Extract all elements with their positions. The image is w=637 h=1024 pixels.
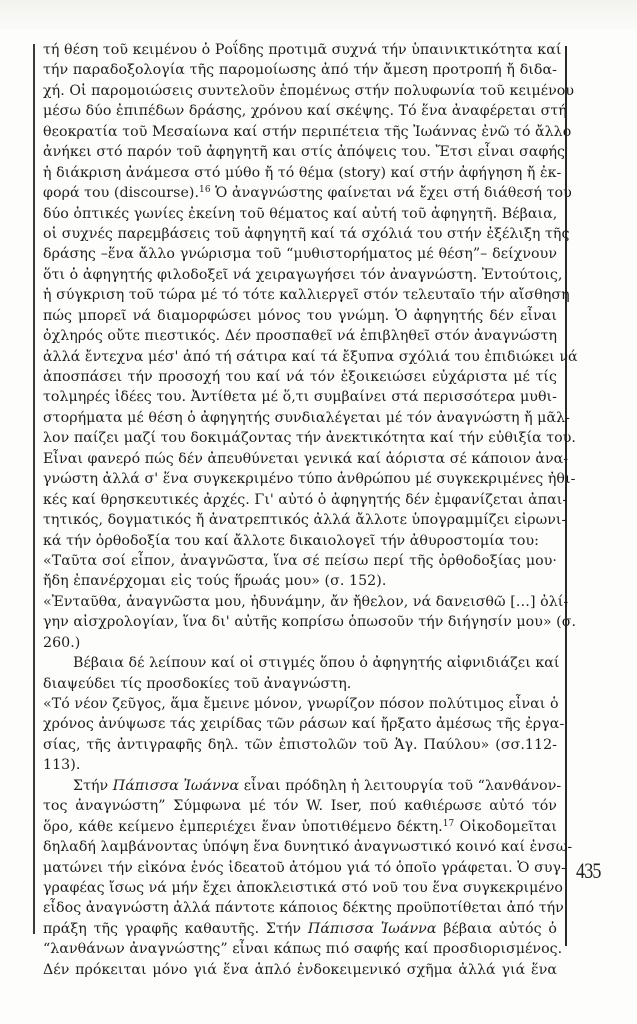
line-text: στορήματα μέ θέση ὁ ἀφηγητής συνδιαλέγεται μέ τόν ἀναγνώστη ἤ μᾶλ- <box>43 409 570 426</box>
line-text: ὅρο, κάθε κείμενο ἐμπεριέχει ἕναν ὑποτιθέμενο δέκτη. <box>43 818 443 835</box>
text-line <box>43 796 557 816</box>
line-text: γνώστη ἀλλά σ' ἕνα συγκεκριμένο τύπο ἀνθρώπου μέ συγκεκριμένες ἠθι- <box>43 471 576 488</box>
line-text: μέσω δύο ἐπιπέδων δράσης, χρόνου καί σκέψης. Τό ἕνα ἀναφέρεται στή <box>43 103 567 120</box>
text-line <box>43 285 570 305</box>
text-line <box>43 122 572 142</box>
left-margin-rule <box>33 44 35 934</box>
text-line <box>43 449 569 469</box>
line-text: τος ἀναγνώστη” Σύμφωνα μέ τόν W. Iser, πού καθιέρωσε αὐτό τόν <box>43 798 557 815</box>
line-text: ἀλλά ἔντεχνα μέσ' ἀπό τή σάτιρα καί τά ἔξυπνα σχόλιά του ἐπιδιώκει νά <box>43 348 578 365</box>
text-line <box>43 428 576 448</box>
line-text: χρόνος ἀνύψωσε τάς χειρίδας τῶν ράσων καί ἤρξατο ἀμέσως τῆς ἐργα- <box>43 716 565 733</box>
line-text: λον παίζει μαζί του δοκιμάζοντας τήν ἀνεκτικότητα καί τήν εὐθιξία του. <box>43 430 576 447</box>
line-text: διαψεύδει τίς προσδοκίες τοῦ ἀναγνώστη. <box>43 675 352 692</box>
text-line <box>43 244 557 264</box>
page-number: 435 <box>576 858 601 883</box>
text-line <box>43 817 557 837</box>
text-line <box>43 878 564 898</box>
line-text: τολμηρές ἰδέες του. Ἀντίθετα μέ ὅ,τι συμβαίνει στά περισσότερα μυθι- <box>43 389 557 406</box>
line-text: γραφέας ἴσως νά μήν ἔχει ἀποκλειστικά στό νοῦ του ἕνα συγκεκριμένο <box>43 879 564 896</box>
text-line <box>43 510 567 530</box>
italic-title: Πάπισσα Ἰωάννα <box>112 777 240 794</box>
text-line <box>43 40 562 60</box>
line-text: ὅτι ὁ ἀφηγητής φιλοδοξεῖ νά χειραγωγήσει τόν ἀναγνώστη. Ἐντούτοις, <box>43 266 563 283</box>
line-text: θεοκρατία τοῦ Μεσαίωνα καί στήν περιπέτεια τῆς Ἰωάννας ἐνῶ τό ἄλλο <box>43 123 572 140</box>
line-text: κές καί θρησκευτικές ἀρχές. Γι' αὐτό ὁ ἀφηγητής δέν ἐμφανίζεται ἀπαι- <box>43 491 568 508</box>
line-text: κά τήν ὀρθοδοξία του καί ἄλλοτε δικαιολογεῖ τήν ἀθυροστομία του: <box>43 532 539 549</box>
line-text: Βέβαια δέ λείπουν καί οἱ στιγμές ὅπου ὁ ἀφηγητής αἰφνιδιάζει καί <box>73 655 560 672</box>
line-text: φορά του (discourse). <box>43 185 200 202</box>
line-text: Οἰκοδομεῖται <box>454 818 557 835</box>
line-text: ἡ σύγκριση τοῦ τώρα μέ τό τότε καλλιεργεῖ στόν τελευταῖο τήν αἴσθηση <box>43 287 570 304</box>
text-line <box>43 469 576 489</box>
text-line <box>43 674 557 694</box>
footnote-marker: 17 <box>442 818 455 829</box>
line-text: ἡ διάκριση ἀνάμεσα στό μύθο ἤ τό θέμα (story) καί στήν ἀφήγηση ἤ ἐκ- <box>43 164 562 181</box>
text-line <box>43 694 557 714</box>
text-line <box>43 204 557 224</box>
text-line <box>43 653 560 673</box>
text-line <box>43 408 570 428</box>
line-text: δηλαδή λαμβάνοντας ὑπόψη ἕνα δυνητικό ἀναγνωστικό κοινό καί ἐνσω- <box>43 839 573 856</box>
text-line <box>43 387 557 407</box>
line-text: πώς μπορεῖ νά διαμορφώσει μόνος του γνώμη. Ὁ ἀφηγητής δέν εἶναι <box>43 307 557 324</box>
text-line <box>43 142 566 162</box>
text-line <box>43 347 578 367</box>
text-line <box>43 326 557 346</box>
line-text: “λανθάνων ἀναγνώστης” εἶναι κάπως πιό σαφής καί προσδιορισμένος. <box>43 941 563 958</box>
text-line <box>43 939 563 959</box>
text-line <box>43 490 568 510</box>
line-text: Εἶναι φανερό πώς δέν ἀπευθύνεται γενικά καί ἀόριστα σέ κάποιον ἀνα- <box>43 450 569 467</box>
line-text: Δέν πρόκειται μόνο γιά ἕνα ἁπλό ἐνδοκειμενικό σχῆμα ἀλλά γιά ἕνα <box>43 961 557 978</box>
text-line <box>43 531 557 551</box>
text-line <box>43 714 565 734</box>
text-line <box>43 551 557 571</box>
line-text: τητικός, δογματικός ἤ ἀνατρεπτικός ἀλλά ἄλλοτε ὑπογραμμίζει εἰρωνι- <box>43 512 567 529</box>
italic-title: Πάπισσα Ἰωάννα <box>307 920 437 937</box>
line-text: δύο ὀπτικές γωνίες ἐκείνη τοῦ θέματος καί αὐτή τοῦ ἀφηγητῆ. Βέβαια, <box>43 205 558 222</box>
line-text: γην αἰσχρολογίαν, ἵνα δι' αὐτῆς κοπρίσω ὁπωσοῦν τήν διήγησίν μου» (σ. <box>43 614 577 631</box>
text-line <box>43 858 566 878</box>
line-text: Στήν <box>73 777 113 794</box>
text-line <box>43 571 557 591</box>
line-text: εἶναι πρόδηλη ἡ λειτουργία τοῦ “λανθάνον- <box>239 777 562 794</box>
text-line <box>43 612 577 632</box>
line-text: ἤδη ἐπανέρχομαι εἰς τούς ἥρωάς μου» (σ. 152). <box>43 573 387 590</box>
text-line <box>43 81 575 101</box>
text-line <box>43 367 557 387</box>
line-text: ἀποσπάσει τήν προσοχή του καί νά τόν ἐξοικειώσει εὐχάριστα μέ τίς <box>43 369 557 385</box>
body-text <box>43 40 578 980</box>
text-line <box>43 755 557 775</box>
line-text: πράξη τῆς γραφῆς καθαυτῆς. Στήν <box>43 920 308 937</box>
line-text: τή θέση τοῦ κειμένου ὁ Ροΐδης προτιμᾶ συχνά τήν ὑπαινικτικότητα καί <box>43 42 562 58</box>
line-text: οἱ συχνές παρεμβάσεις τοῦ ἀφηγητῆ καί τά σχόλιά του στήν ἐξέλιξη τῆς <box>43 225 570 242</box>
line-text: «Τό νέον ζεῦγος, ἅμα ἔμεινε μόνον, γνωρίζον πόσον πολύτιμος εἶναι ὁ <box>43 696 559 712</box>
line-text: «Ἐνταῦθα, ἀναγνῶστα μου, ἠδυνάμην, ἄν ἤθελον, νά δανεισθῶ […] ὀλί- <box>43 593 569 610</box>
text-line <box>43 592 569 612</box>
line-text: τήν παραδοξολογία τῆς παρομοίωσης ἀπό τήν ἄμεση προτροπή ἤ διδα- <box>43 62 557 79</box>
text-line <box>43 183 572 203</box>
scan-top-shadow <box>0 0 637 30</box>
line-text: δράσης –ἕνα ἄλλο γνώρισμα τοῦ “μυθιστορήματος μέ θέση”– δείχνουν <box>43 246 557 263</box>
text-line <box>43 919 557 939</box>
text-line <box>43 735 557 755</box>
text-line <box>43 898 564 918</box>
line-text: ματώνει τήν εἰκόνα ἑνός ἰδεατοῦ ἀτόμου γιά τό ὁποῖο γράφεται. Ὁ συγ- <box>43 859 566 876</box>
line-text: ἀνήκει στό παρόν τοῦ ἀφηγητῆ και στίς ἀπόψεις του. Ἔτσι εἶναι σαφής <box>43 144 566 161</box>
text-line <box>43 224 570 244</box>
line-text: «Ταῦτα σοί εἶπον, ἀναγνῶστα, ἵνα σέ πείσω περί τῆς ὀρθοδοξίας μου· <box>43 552 557 569</box>
line-text: χή. Οἱ παρομοιώσεις συντελοῦν ἑπομένως στήν πολυφωνία τοῦ κειμένου <box>43 82 575 99</box>
text-line <box>43 837 573 857</box>
line-text: ὀχληρός οὔτε πιεστικός. Δέν προσπαθεῖ νά ἐπιβληθεῖ στόν ἀναγνώστη <box>43 328 557 345</box>
line-text: Ὁ ἀναγνώστης φαίνεται νά ἔχει στή διάθεσή του <box>210 185 572 202</box>
text-line <box>43 960 557 980</box>
footnote-marker: 16 <box>199 185 211 196</box>
text-line <box>43 306 557 326</box>
line-text: 113). <box>43 757 81 774</box>
text-line <box>43 633 557 653</box>
text-line <box>43 265 563 285</box>
text-line <box>43 776 562 796</box>
text-line <box>43 101 567 121</box>
line-text: βέβαια αὐτός ὁ <box>436 920 557 937</box>
text-line <box>43 60 557 80</box>
line-text: σίας, τῆς ἀντιγραφῆς δηλ. τῶν ἐπιστολῶν τοῦ Ἁγ. Παύλου» (σσ.112- <box>43 736 557 753</box>
line-text: εἶδος ἀναγνώστη ἀλλά πάντοτε κάποιος δέκτης προϋποτίθεται ἀπό τήν <box>43 900 564 917</box>
line-text: 260.) <box>43 634 81 651</box>
text-line <box>43 163 562 183</box>
